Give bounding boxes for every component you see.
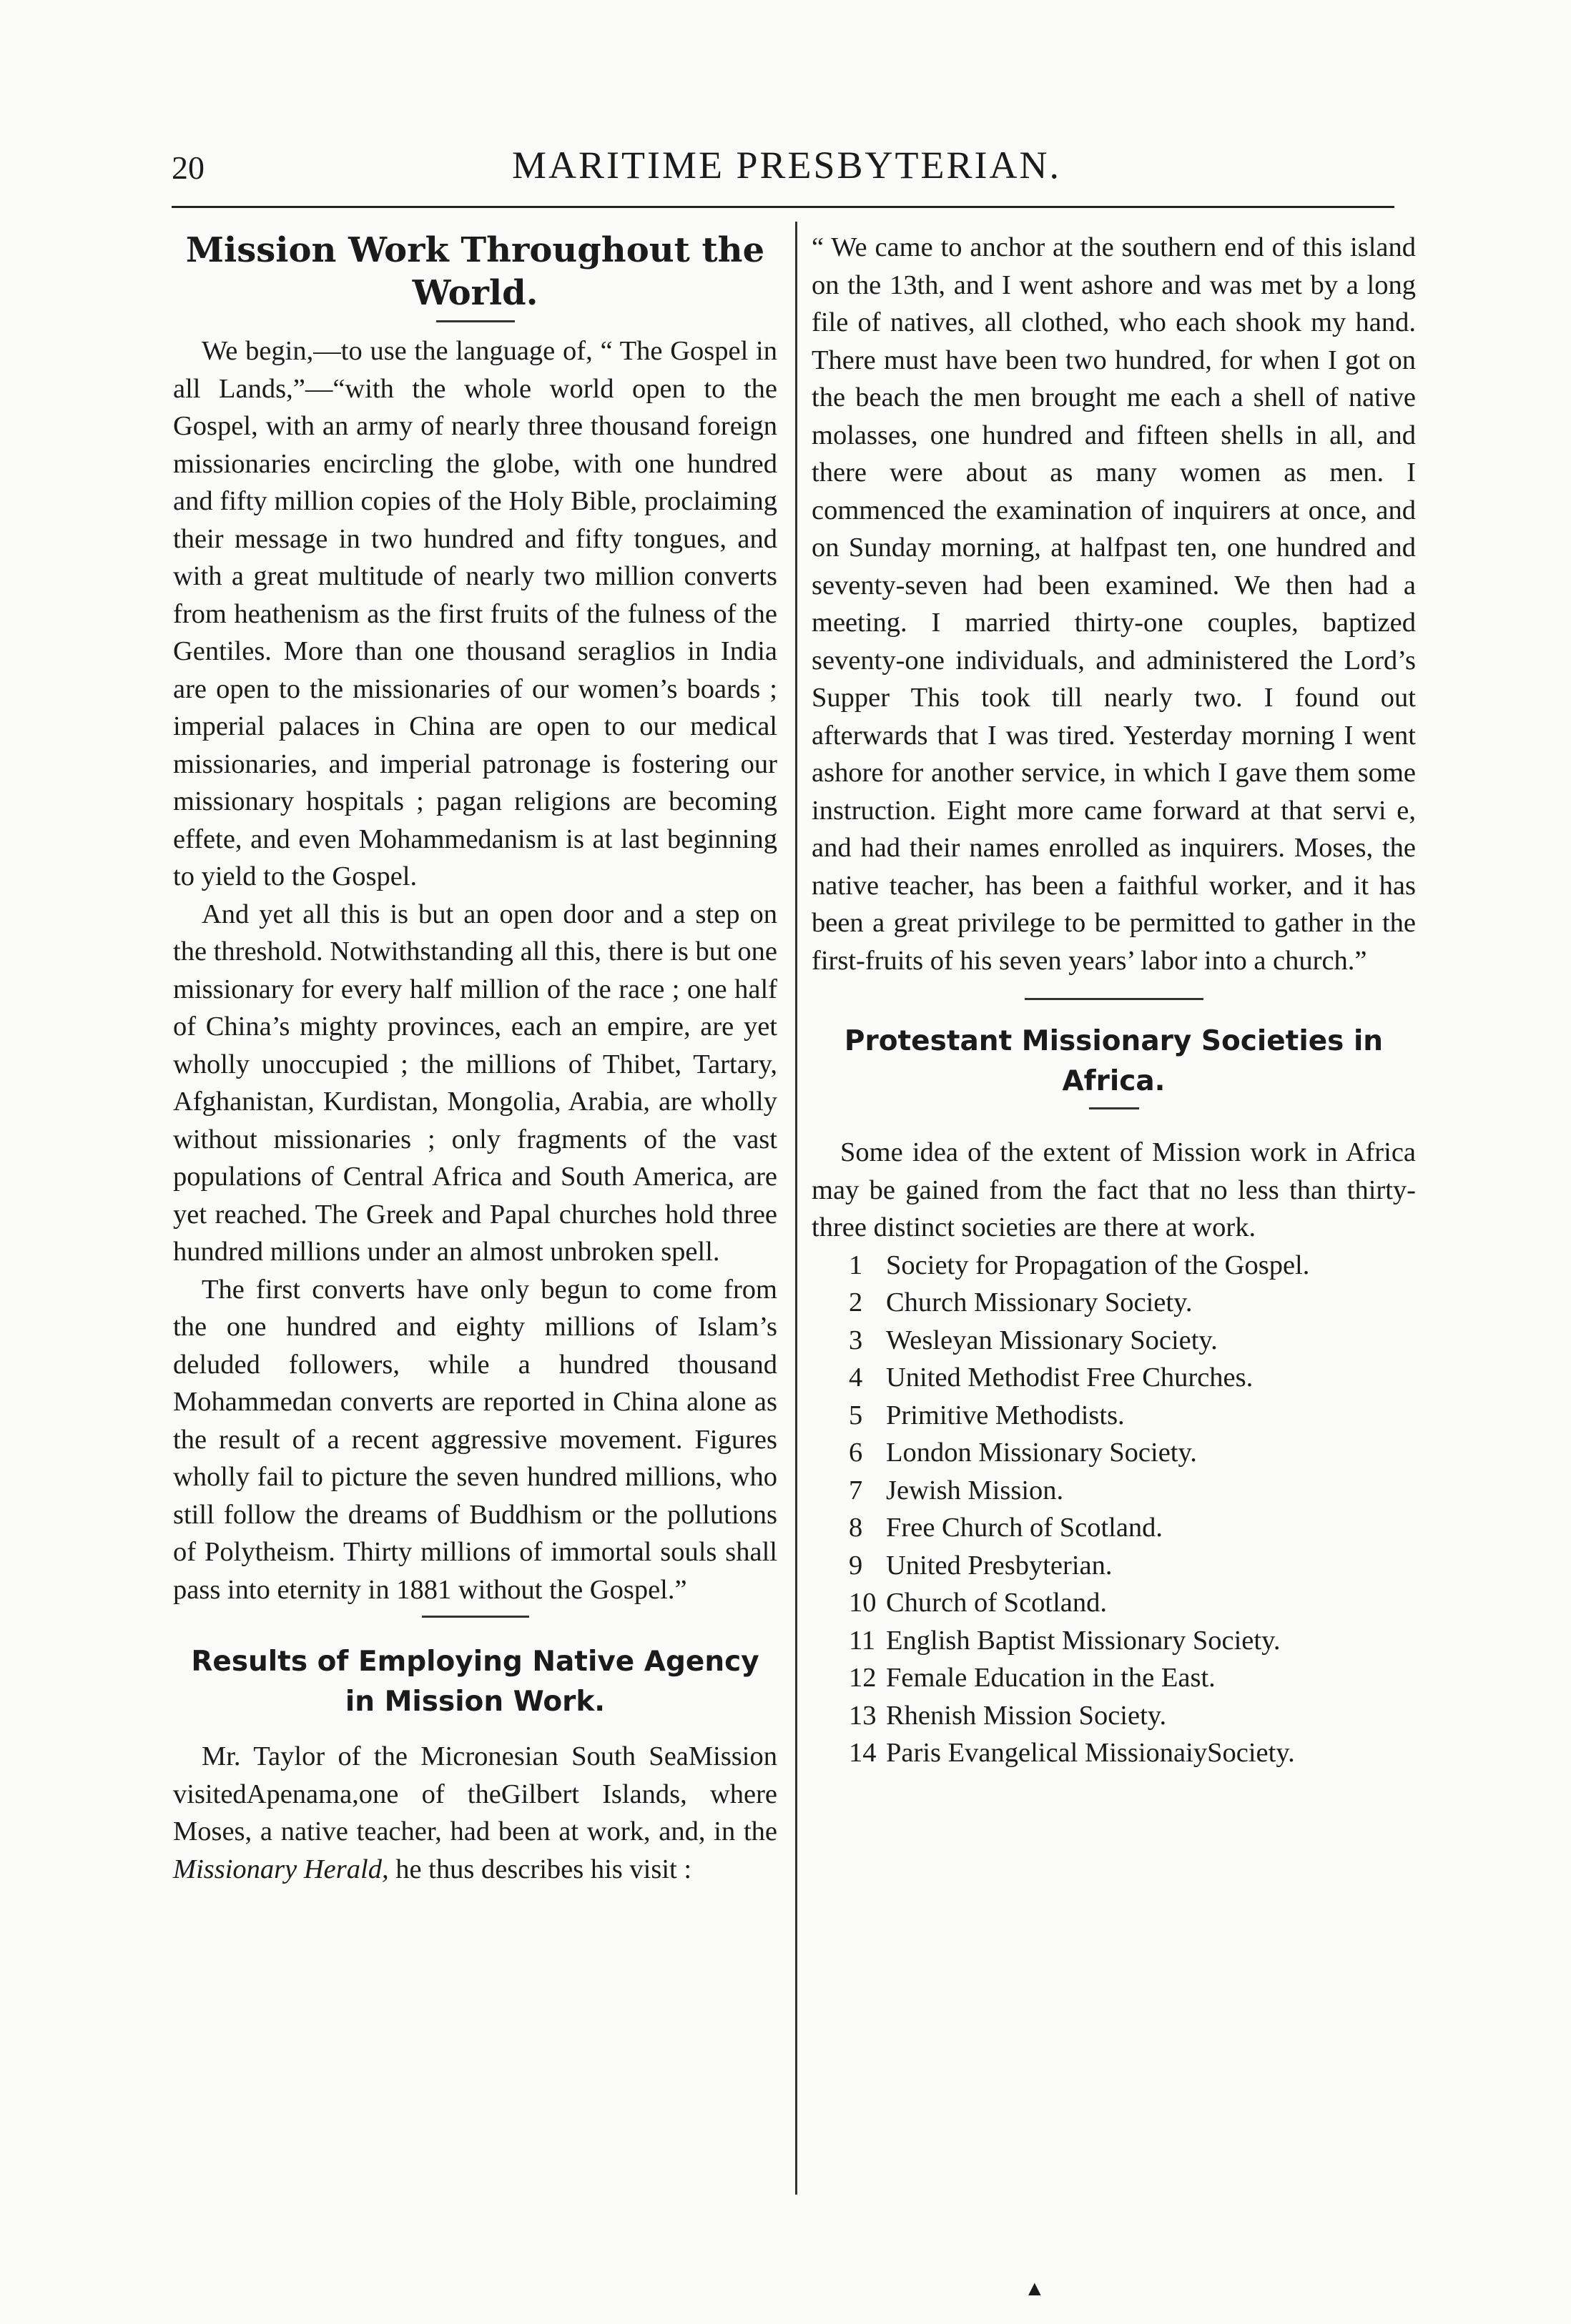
section-rule <box>422 1616 529 1618</box>
text-span: Mr. Taylor of the Micronesian South SeaMission visitedApenama,one of theGilbert Islands, where Moses, a native teacher, had been at work, and, in the <box>173 1741 777 1846</box>
list-item-number: 12 <box>849 1663 877 1693</box>
list-item <box>812 1547 1416 1585</box>
list-item-number: 7 <box>849 1475 863 1505</box>
list-item-name: Jewish Mission. <box>886 1475 1064 1505</box>
list-item <box>812 1472 1416 1510</box>
list-item-name: Primitive Methodists. <box>886 1400 1125 1430</box>
list-item <box>812 1697 1416 1735</box>
title-rule <box>1089 1107 1139 1109</box>
list-item-number: 10 <box>849 1588 877 1618</box>
article-title-mission-work: Mission Work Throughout the World. <box>185 230 765 313</box>
society-list <box>812 1247 1416 1772</box>
list-item-number: 5 <box>849 1400 863 1430</box>
list-item-name: Female Education in the East. <box>886 1663 1216 1693</box>
article-title-native-agency: Results of Employing Native Agency in Mission Work. <box>191 1646 759 1718</box>
article-paragraph <box>173 1738 777 1888</box>
page-header <box>172 143 1402 200</box>
list-item <box>812 1434 1416 1472</box>
list-item-name: Paris Evangelical MissionaiySociety. <box>886 1738 1295 1768</box>
page-number: 20 <box>172 149 205 186</box>
left-column <box>173 229 777 1888</box>
list-item <box>812 1397 1416 1435</box>
list-item <box>812 1284 1416 1322</box>
list-item-name: Society for Propagation of the Gospel. <box>886 1250 1310 1280</box>
list-item-number: 8 <box>849 1513 863 1543</box>
list-item <box>812 1359 1416 1397</box>
article-title-african-societies: Protestant Missionary Societies in Africa. <box>844 1025 1384 1097</box>
list-item-name: Free Church of Scotland. <box>886 1513 1163 1543</box>
list-item-number: 6 <box>849 1438 863 1468</box>
text-span: he thus describes his visit : <box>388 1854 692 1884</box>
running-title: MARITIME PRESBYTERIAN. <box>511 144 1062 187</box>
publication-name: Missionary Herald, <box>173 1854 389 1884</box>
article-paragraph: And yet all this is but an open door and a step on the threshold. Notwithstanding all this, there is but one missionary for every half million of the race ; one half of China’s mighty provinces, each an empire, are yet wholly unoccupied ; the millions of Thibet, Tartary, Afghanistan, Kurdistan, Mongolia, Arabia, are wholly without missionaries ; only fragments of the vast populations of Central Africa and South America, are yet reached. The Greek and Papal churches hold three hundred millions under an almost unbroken spell. <box>173 899 777 1267</box>
column-divider <box>795 222 797 2195</box>
list-item <box>812 1247 1416 1285</box>
list-item-name: Rhenish Mission Society. <box>886 1700 1167 1731</box>
list-item-number: 4 <box>849 1363 863 1393</box>
list-item <box>812 1734 1416 1772</box>
list-item-number: 3 <box>849 1325 863 1355</box>
list-item-number: 13 <box>849 1700 877 1731</box>
list-item-name: Church of Scotland. <box>886 1588 1108 1618</box>
list-item-number: 9 <box>849 1550 863 1581</box>
article-paragraph: Some idea of the extent of Mission work in Africa may be gained from the fact that no less than thirty-three distinct societies are there at work. <box>812 1137 1416 1242</box>
list-item <box>812 1659 1416 1697</box>
list-item-number: 1 <box>849 1250 863 1280</box>
header-rule <box>172 206 1394 208</box>
list-item-name: English Baptist Missionary Society. <box>886 1625 1281 1656</box>
list-item-number: 11 <box>849 1625 876 1656</box>
list-item <box>812 1322 1416 1360</box>
right-column <box>812 229 1416 1772</box>
article-paragraph: We begin,—to use the language of, “ The Gospel in all Lands,”—“with the whole world open to the Gospel, with an army of nearly three thousand foreign missionaries encircling the globe, with one hundred and fifty million copies of the Holy Bible, proclaiming their message in two hundred and fifty tongues, and with a great multitude of nearly two million converts from heathenism as the first fruits of the fulness of the Gentiles. More than one thousand seraglios in India are open to the missionaries of our women’s boards ; imperial palaces in China are open to our medical missionaries, and imperial patronage is fostering our missionary hospitals ; pagan religions are becoming effete, and even Mohammedanism is at last beginning to yield to the Gospel. <box>173 336 777 891</box>
title-rule <box>436 320 515 322</box>
list-item-name: United Methodist Free Churches. <box>886 1363 1254 1393</box>
list-item-number: 2 <box>849 1287 863 1317</box>
list-item <box>812 1584 1416 1622</box>
list-item-name: London Missionary Society. <box>886 1438 1197 1468</box>
article-paragraph: “ We came to anchor at the southern end of this island on the 13th, and I went ashore and was met by a long file of natives, all clothed, who each shook my hand. There must have been two hundred, for when I got on the beach the men brought me each a shell of native molasses, one hundred and fifteen shells in all, and there were about as many women as men. I commenced the examination of inquirers at once, and on Sunday morning, at halfpast ten, one hundred and seventy-seven had been examined. We then had a meeting. I married thirty-one couples, baptized seventy-one individuals, and administered the Lord’s Supper This took till nearly two. I found out afterwards that I was tired. Yesterday morning I went ashore for another service, in which I gave them some instruction. Eight more came forward at that servi e, and had their names enrolled as inquirers. Moses, the native teacher, has been a faithful worker, and it has been a great privilege to be permitted to gather in the first-fruits of his seven years’ labor into a church.” <box>812 232 1416 976</box>
list-item <box>812 1622 1416 1660</box>
list-item-name: Wesleyan Missionary Society. <box>886 1325 1218 1355</box>
article-paragraph: The first converts have only begun to come from the one hundred and eighty millions of Islam’s deluded followers, while a hundred thousand Mohammedan converts are reported in China alone as the result of a recent aggressive movement. Figures wholly fail to picture the seven hundred millions, who still follow the dreams of Buddhism or the pollutions of Polytheism. Thirty millions of immortal souls shall pass into eternity in 1881 without the Gospel.” <box>173 1274 777 1605</box>
list-item-name: United Presbyterian. <box>886 1550 1113 1581</box>
printer-mark: ▲ <box>1024 2277 1045 2300</box>
list-item-number: 14 <box>849 1738 877 1768</box>
list-item <box>812 1509 1416 1547</box>
list-item-name: Church Missionary Society. <box>886 1287 1193 1317</box>
section-rule <box>1025 998 1203 1000</box>
